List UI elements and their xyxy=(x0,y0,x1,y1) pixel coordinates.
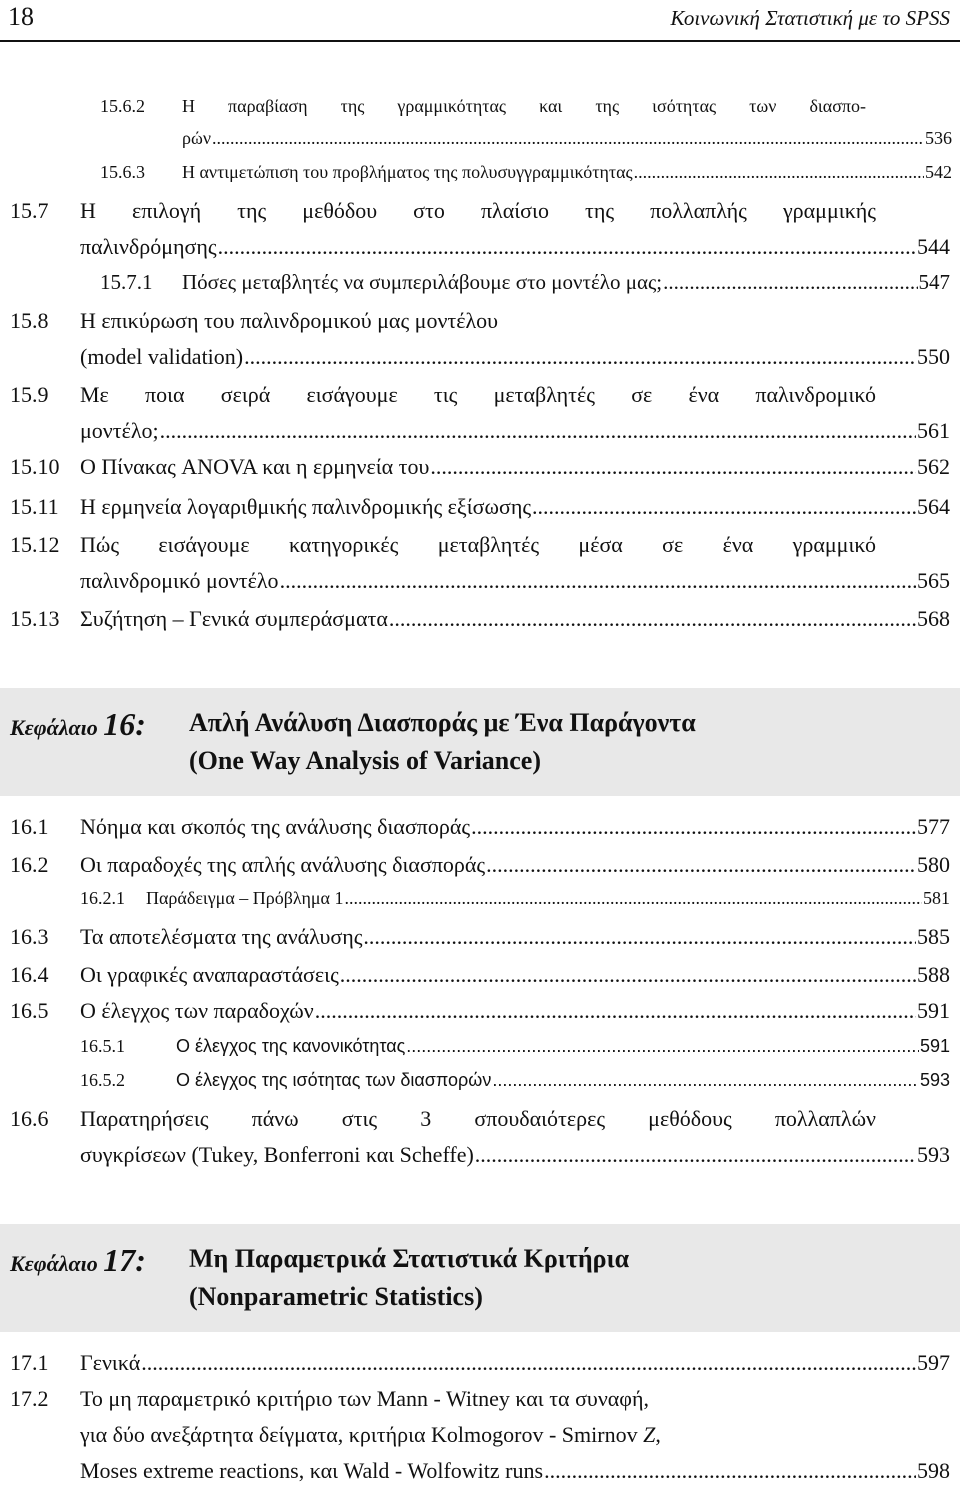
toc-entry-15-7-cont xyxy=(80,234,950,260)
entry-page: 562 xyxy=(917,454,950,479)
chapter-title: Απλή Ανάλυση Διασποράς με Ένα Παράγοντα xyxy=(189,708,696,737)
toc-entry-16-6-cont xyxy=(80,1142,950,1168)
leader-dots xyxy=(280,568,916,594)
leader-dots xyxy=(141,1350,916,1376)
entry-number: 15.7 xyxy=(10,198,49,223)
book-title: Κοινωνική Στατιστική με το SPSS xyxy=(670,6,950,30)
leader-dots xyxy=(244,344,916,370)
entry-page: 591 xyxy=(919,1036,950,1056)
entry-title-cont: ρών xyxy=(182,128,211,148)
chapter-title: Μη Παραμετρικά Στατιστικά Κριτήρια xyxy=(189,1244,630,1273)
chapter-subtitle: (Nonparametric Statistics) xyxy=(189,1282,483,1311)
toc-entry-16-4 xyxy=(10,962,950,988)
toc-entry-15-9 xyxy=(10,382,880,408)
toc-entry-16-1 xyxy=(10,814,950,840)
page-number: 18 xyxy=(8,2,34,31)
entry-title-cont: μοντέλο; xyxy=(80,418,159,443)
entry-title: Πώς εισάγουμε κατηγορικές μεταβλητές μέσα σε ένα γραμμικό xyxy=(80,532,876,557)
entry-number: 17.2 xyxy=(10,1386,49,1411)
leader-dots xyxy=(544,1458,916,1484)
entry-title: Ο έλεγχος της κανονικότητας xyxy=(176,1036,406,1056)
entry-number: 16.4 xyxy=(10,962,49,987)
toc-entry-15-8 xyxy=(10,308,880,334)
entry-title-cont: Moses extreme reactions, και Wald - Wolfowitz runs xyxy=(80,1458,544,1483)
entry-number: 16.5 xyxy=(10,998,49,1023)
entry-number: 16.2 xyxy=(10,852,49,877)
entry-title: Παρατηρήσεις πάνω στις 3 σπουδαιότερες μεθόδους πολλαπλών xyxy=(80,1106,876,1131)
chapter-number: 17: xyxy=(103,1242,146,1278)
entry-title: Τα αποτελέσματα της ανάλυσης xyxy=(80,924,363,949)
entry-page: 536 xyxy=(925,128,952,148)
entry-title: Οι παραδοχές της απλής ανάλυσης διασποράς xyxy=(80,852,486,877)
toc-entry-16-2-1 xyxy=(80,888,950,909)
entry-page: 580 xyxy=(917,852,950,877)
entry-title: Γενικά xyxy=(80,1350,141,1375)
toc-entry-16-3 xyxy=(10,924,950,950)
toc-entry-15-8-cont xyxy=(80,344,950,370)
entry-number: 16.3 xyxy=(10,924,49,949)
entry-title-cont: παλινδρόμησης xyxy=(80,234,217,259)
toc-entry-16-5 xyxy=(10,998,950,1024)
entry-page: 565 xyxy=(917,568,950,593)
leader-dots xyxy=(634,162,924,183)
entry-number: 15.7.1 xyxy=(100,270,153,294)
header-rule xyxy=(0,40,960,42)
chapter-17-header xyxy=(0,1224,960,1332)
toc-entry-16-5-1 xyxy=(80,1036,950,1057)
entry-title: Η παραβίαση της γραμμικότητας και της ισότητας των διασπο- xyxy=(182,96,866,116)
entry-page: 598 xyxy=(917,1458,950,1483)
entry-title: Η επιλογή της μεθόδου στο πλαίσιο της πολλαπλής γραμμικής xyxy=(80,198,876,223)
leader-dots xyxy=(663,270,917,295)
toc-entry-15-6-2 xyxy=(100,96,870,117)
entry-title-cont: (model validation) xyxy=(80,344,244,369)
entry-page: 585 xyxy=(917,924,950,949)
chapter-subtitle: (One Way Analysis of Variance) xyxy=(189,746,542,775)
leader-dots xyxy=(340,962,916,988)
entry-number: 17.1 xyxy=(10,1350,49,1375)
entry-title: Η ερμηνεία λογαριθμικής παλινδρομικής εξίσωσης xyxy=(80,494,532,519)
toc-entry-17-1 xyxy=(10,1350,950,1376)
leader-dots xyxy=(363,924,916,950)
entry-page: 547 xyxy=(918,270,950,294)
entry-page: 561 xyxy=(917,418,950,443)
entry-title-cont: συγκρίσεων (Tukey, Bonferroni και Scheffe) xyxy=(80,1142,474,1167)
toc-entry-15-10 xyxy=(10,454,950,480)
entry-number: 15.11 xyxy=(10,494,59,519)
entry-number: 15.12 xyxy=(10,532,60,557)
entry-title: Νόημα και σκοπός της ανάλυσης διασποράς xyxy=(80,814,471,839)
leader-dots xyxy=(406,1036,919,1057)
entry-page: 544 xyxy=(917,234,950,259)
toc-entry-17-2-cont2 xyxy=(80,1458,950,1484)
entry-title: Πόσες μεταβλητές να συμπεριλάβουμε στο μοντέλο μας; xyxy=(182,270,663,294)
leader-dots xyxy=(475,1142,916,1168)
toc-entry-15-6-2-cont xyxy=(182,128,952,149)
toc-entry-15-13 xyxy=(10,606,950,632)
entry-title: Οι γραφικές αναπαραστάσεις xyxy=(80,962,339,987)
leader-dots xyxy=(344,888,922,909)
entry-number: 15.8 xyxy=(10,308,49,333)
entry-number: 16.5.1 xyxy=(80,1036,125,1056)
entry-title-cont: παλινδρομικό μοντέλο xyxy=(80,568,279,593)
entry-page: 542 xyxy=(925,162,952,182)
leader-dots xyxy=(492,1070,919,1091)
page-header xyxy=(0,0,960,42)
entry-number: 15.13 xyxy=(10,606,60,631)
leader-dots xyxy=(315,998,916,1024)
entry-title-cont: για δύο ανεξάρτητα δείγματα, κριτήρια Kolmogorov - Smirnov Z, xyxy=(80,1422,661,1447)
entry-title: Το μη παραμετρικό κριτήριο των Mann - Witney και τα συναφή, xyxy=(80,1386,649,1411)
entry-page: 591 xyxy=(917,998,950,1023)
entry-page: 550 xyxy=(917,344,950,369)
entry-number: 16.1 xyxy=(10,814,49,839)
entry-title: Η επικύρωση του παλινδρομικού μας μοντέλου xyxy=(80,308,499,333)
entry-page: 564 xyxy=(917,494,950,519)
entry-title: Ο έλεγχος των παραδοχών xyxy=(80,998,314,1023)
entry-page: 597 xyxy=(917,1350,950,1375)
toc-entry-15-12 xyxy=(10,532,880,558)
entry-title: Με ποια σειρά εισάγουμε τις μεταβλητές σε ένα παλινδρομικό xyxy=(80,382,876,407)
chapter-label: Κεφάλαιο 17: xyxy=(10,1242,146,1278)
entry-number: 16.6 xyxy=(10,1106,49,1131)
leader-dots xyxy=(486,852,916,878)
entry-number: 16.5.2 xyxy=(80,1070,125,1090)
entry-number: 15.10 xyxy=(10,454,60,479)
toc-entry-15-6-3 xyxy=(100,162,952,183)
entry-title: Η αντιμετώπιση του προβλήματος της πολυσυγγραμμικότητας xyxy=(182,162,633,182)
entry-title: Παράδειγμα – Πρόβλημα 1 xyxy=(146,888,344,908)
chapter-label: Κεφάλαιο 16: xyxy=(10,706,146,742)
entry-page: 581 xyxy=(923,888,950,908)
entry-number: 15.6.3 xyxy=(100,162,145,182)
leader-dots xyxy=(389,606,916,632)
entry-title: Συζήτηση – Γενικά συμπεράσματα xyxy=(80,606,388,631)
chapter-number: 16: xyxy=(103,706,146,742)
entry-page: 588 xyxy=(917,962,950,987)
toc-entry-17-2 xyxy=(10,1386,880,1412)
toc-entry-15-7 xyxy=(10,198,880,224)
leader-dots xyxy=(430,454,916,480)
toc-entry-15-7-1 xyxy=(100,270,950,295)
toc-entry-17-2-cont xyxy=(80,1422,950,1448)
leader-dots xyxy=(532,494,916,520)
entry-number: 15.6.2 xyxy=(100,96,145,116)
entry-page: 577 xyxy=(917,814,950,839)
leader-dots xyxy=(471,814,916,840)
leader-dots xyxy=(212,128,924,149)
leader-dots xyxy=(160,418,916,444)
toc-entry-16-5-2 xyxy=(80,1070,950,1091)
entry-title: Ο έλεγχος της ισότητας των διασπορών xyxy=(176,1070,492,1090)
toc-entry-15-12-cont xyxy=(80,568,950,594)
entry-page: 593 xyxy=(917,1142,950,1167)
entry-page: 593 xyxy=(919,1070,950,1090)
chapter-16-header xyxy=(0,688,960,796)
entry-number: 16.2.1 xyxy=(80,888,125,908)
entry-number: 15.9 xyxy=(10,382,49,407)
entry-page: 568 xyxy=(917,606,950,631)
toc-entry-15-9-cont xyxy=(80,418,950,444)
toc-entry-15-11 xyxy=(10,494,950,520)
toc-entry-16-2 xyxy=(10,852,950,878)
entry-title: Ο Πίνακας ANOVA και η ερμηνεία του xyxy=(80,454,430,479)
leader-dots xyxy=(218,234,916,260)
toc-entry-16-6 xyxy=(10,1106,880,1132)
